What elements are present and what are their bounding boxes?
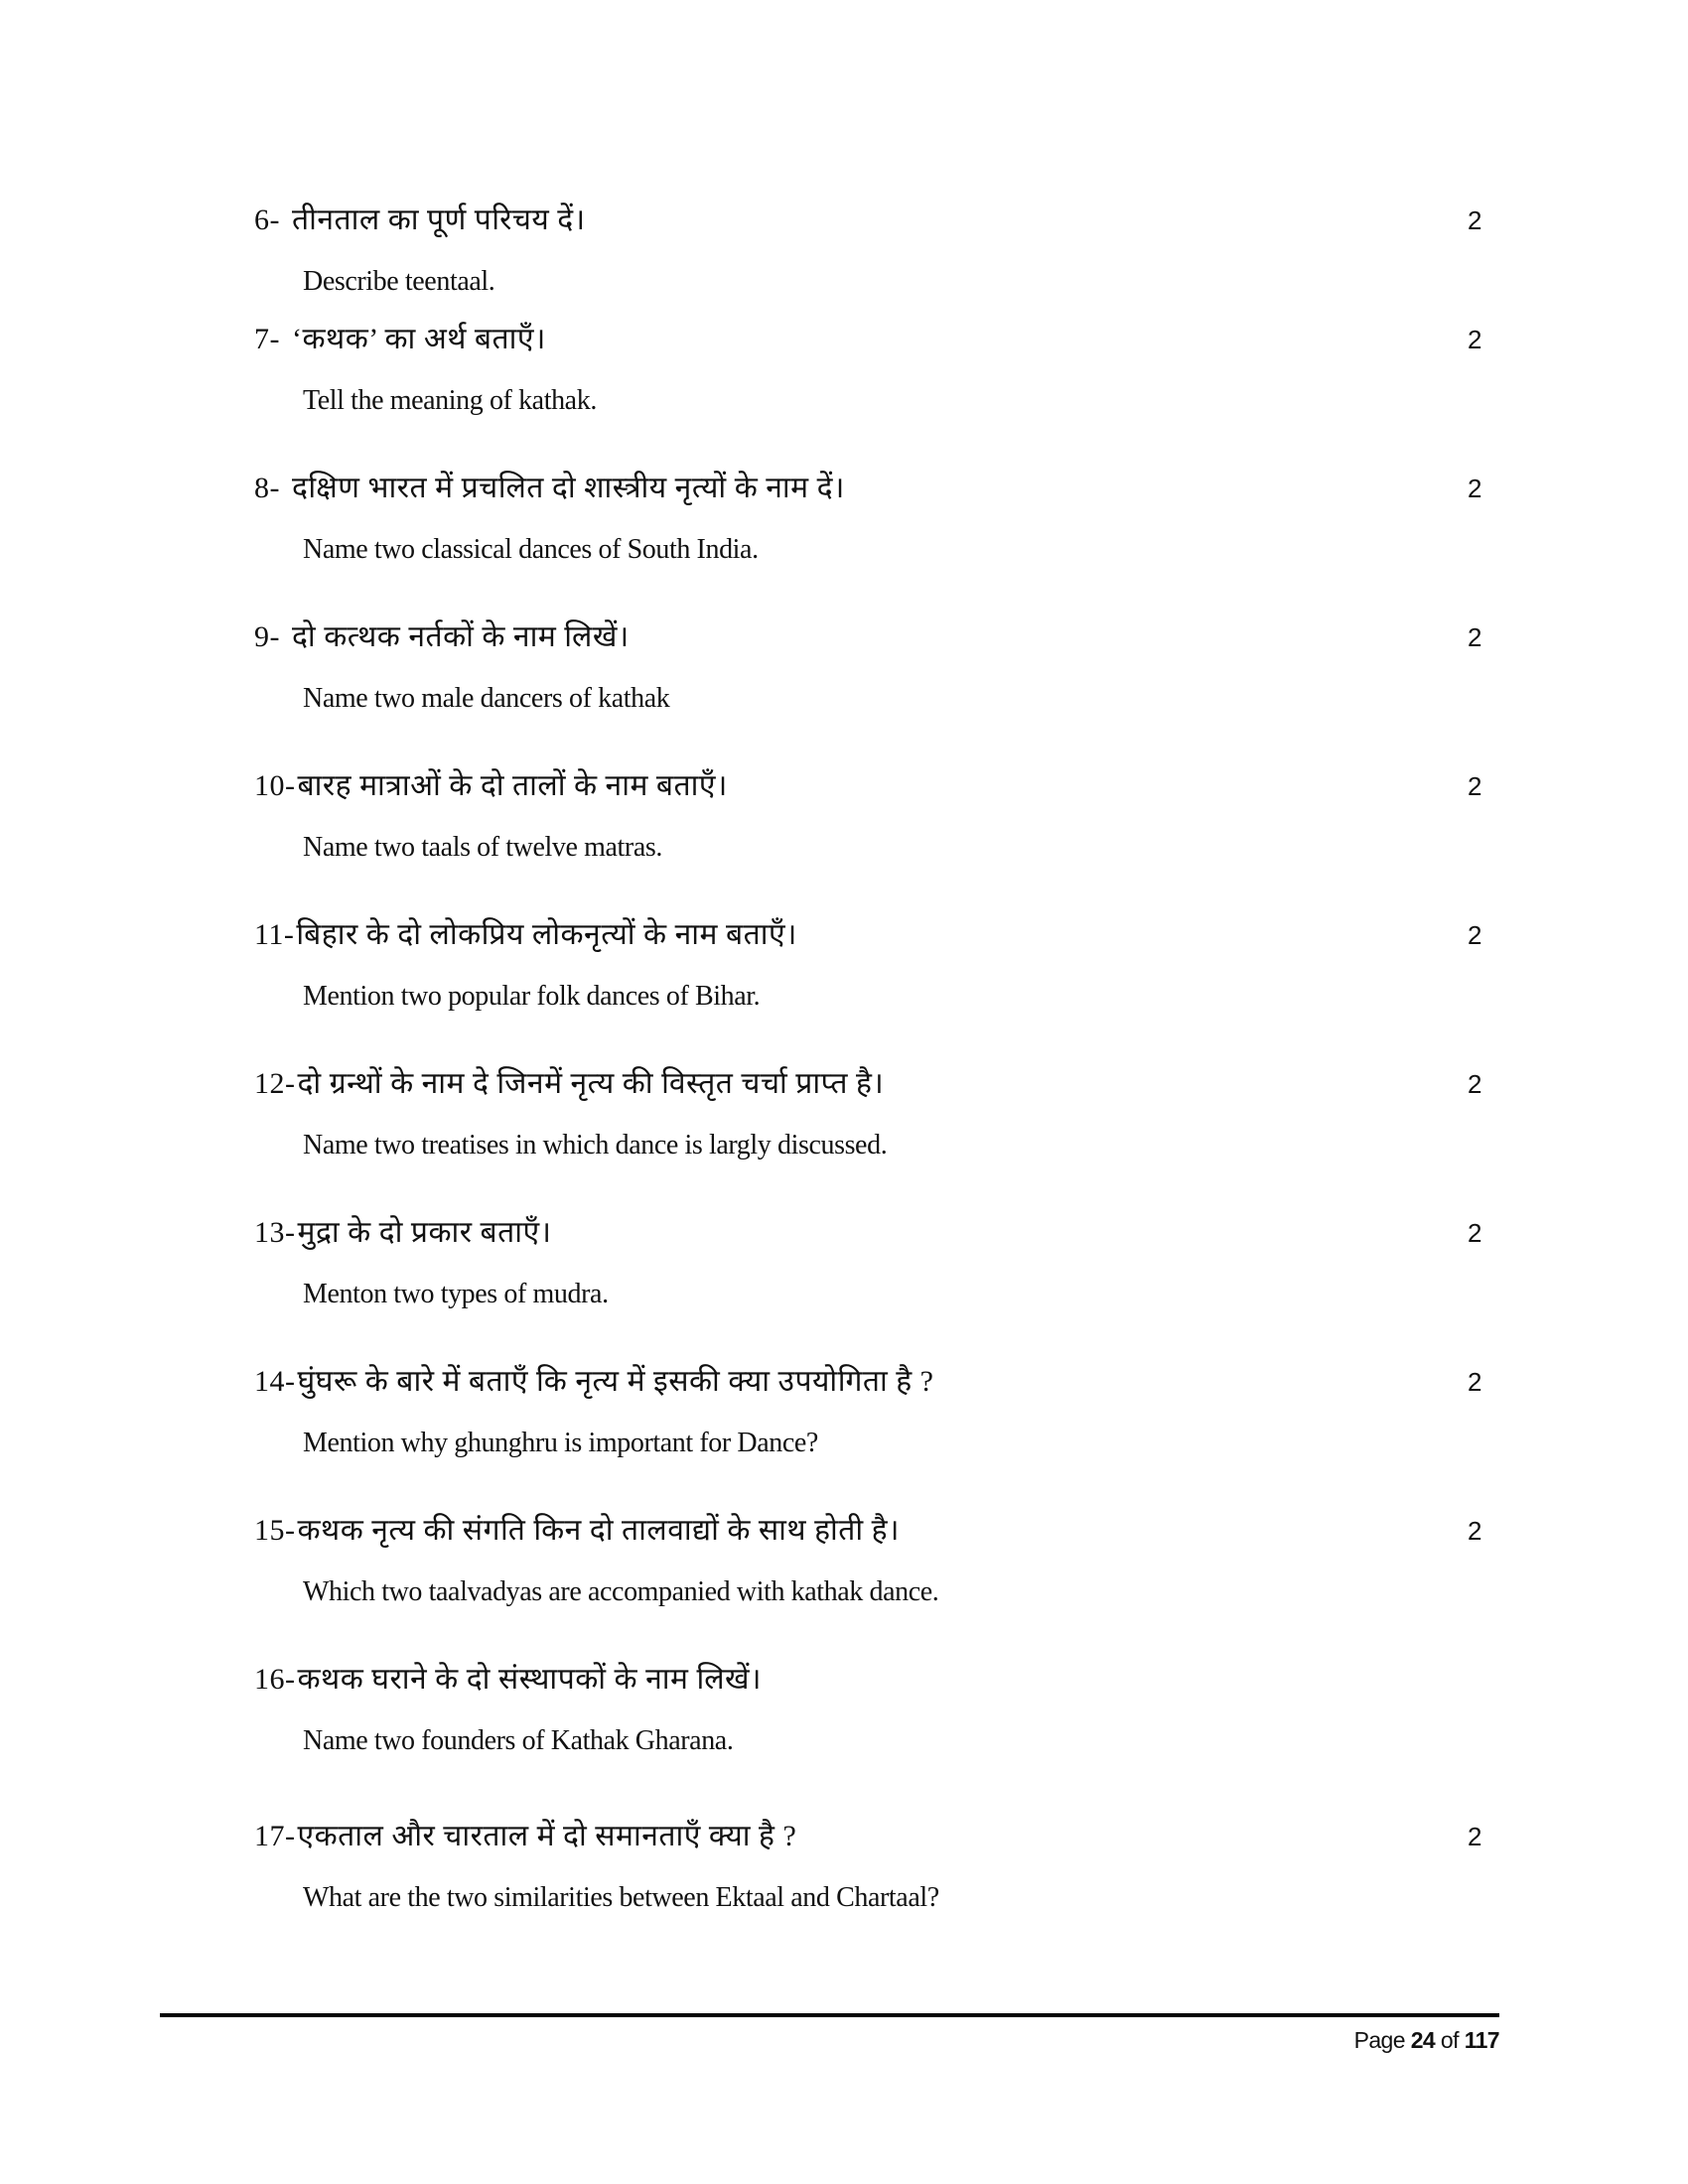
- question-item: [0, 617, 1688, 727]
- question-number: 10-: [254, 769, 296, 802]
- question-number: 12-: [254, 1067, 296, 1100]
- footer-divider: [160, 2013, 1499, 2017]
- question-item: [0, 766, 1688, 876]
- question-hindi: [254, 915, 797, 955]
- question-item: [0, 1511, 1688, 1620]
- question-text-hindi: घुंघरू के बारे में बताएँ कि नृत्य में इसकी क्या उपयोगिता है ?: [297, 1365, 934, 1398]
- question-text-english: Name two treatises in which dance is largly discussed.: [303, 1130, 888, 1160]
- question-text-english: What are the two similarities between Ektaal and Chartaal?: [303, 1882, 939, 1913]
- question-hindi: [254, 1064, 884, 1104]
- question-number: 11-: [254, 918, 295, 951]
- question-number: 13-: [254, 1216, 296, 1249]
- question-item: [0, 1817, 1688, 1926]
- question-text-english: Mention two popular folk dances of Bihar.: [303, 981, 761, 1012]
- question-text-hindi: मुद्रा के दो प्रकार बताएँ।: [297, 1216, 552, 1249]
- question-number: 17-: [254, 1820, 296, 1852]
- question-number: 16-: [254, 1663, 296, 1696]
- question-item: [0, 1213, 1688, 1322]
- question-hindi: [254, 320, 546, 359]
- question-marks: 2: [1468, 325, 1482, 354]
- question-item: [0, 320, 1688, 429]
- question-marks: 2: [1468, 1516, 1482, 1546]
- question-text-hindi: एकताल और चारताल में दो समानताएँ क्या है ?: [297, 1820, 797, 1852]
- question-marks: 2: [1468, 474, 1482, 503]
- question-marks: 2: [1468, 622, 1482, 652]
- question-item: [0, 1064, 1688, 1173]
- question-text-hindi: तीनताल का पूर्ण परिचय दें।: [292, 204, 586, 236]
- question-marks: 2: [1468, 1822, 1482, 1851]
- question-text-english: Name two taals of twelve matras.: [303, 832, 662, 863]
- question-hindi: [254, 1213, 552, 1253]
- question-text-english: Name two classical dances of South India.: [303, 534, 759, 565]
- question-number: 15-: [254, 1514, 296, 1547]
- question-marks: 2: [1468, 1069, 1482, 1099]
- question-hindi: [254, 201, 586, 240]
- question-text-hindi: कथक नृत्य की संगति किन दो तालवाद्यों के साथ होती है।: [297, 1514, 900, 1547]
- question-marks: 2: [1468, 771, 1482, 801]
- question-text-hindi: बिहार के दो लोकप्रिय लोकनृत्यों के नाम बताएँ।: [296, 918, 797, 951]
- total-pages: 117: [1464, 2027, 1499, 2053]
- question-marks: 2: [1468, 1218, 1482, 1248]
- question-number: 6-: [254, 204, 280, 236]
- question-text-english: Describe teentaal.: [303, 266, 495, 297]
- question-item: [0, 201, 1688, 310]
- page-number: [1354, 2025, 1499, 2055]
- question-marks: 2: [1468, 920, 1482, 950]
- question-hindi: [254, 1660, 762, 1700]
- question-text-hindi: दक्षिण भारत में प्रचलित दो शास्त्रीय नृत्यों के नाम दें।: [292, 472, 845, 504]
- current-page: 24: [1410, 2027, 1436, 2053]
- question-item: [0, 915, 1688, 1024]
- question-item: [0, 469, 1688, 578]
- question-text-english: Name two male dancers of kathak: [303, 683, 670, 714]
- question-text-english: Name two founders of Kathak Gharana.: [303, 1725, 734, 1756]
- question-text-english: Which two taalvadyas are accompanied with kathak dance.: [303, 1576, 939, 1607]
- question-text-hindi: दो कत्थक नर्तकों के नाम लिखें।: [292, 620, 630, 653]
- question-number: 9-: [254, 620, 280, 653]
- question-number: 8-: [254, 472, 280, 504]
- question-text-english: Mention why ghunghru is important for Dance?: [303, 1428, 818, 1458]
- question-text-english: Tell the meaning of kathak.: [303, 385, 597, 416]
- of-label: of: [1440, 2027, 1459, 2053]
- question-number: 14-: [254, 1365, 296, 1398]
- question-hindi: [254, 766, 728, 806]
- question-hindi: [254, 469, 845, 508]
- question-item: [0, 1660, 1688, 1769]
- question-text-english: Menton two types of mudra.: [303, 1279, 609, 1309]
- question-text-hindi: कथक घराने के दो संस्थापकों के नाम लिखें।: [297, 1663, 762, 1696]
- question-hindi: [254, 1362, 933, 1402]
- question-hindi: [254, 1511, 900, 1551]
- question-hindi: [254, 617, 630, 657]
- question-text-hindi: दो ग्रन्थों के नाम दे जिनमें नृत्य की विस्तृत चर्चा प्राप्त है।: [297, 1067, 885, 1100]
- page-label: Page: [1353, 2027, 1405, 2053]
- question-hindi: [254, 1817, 796, 1856]
- question-text-hindi: बारह मात्राओं के दो तालों के नाम बताएँ।: [297, 769, 728, 802]
- question-text-hindi: ‘कथक’ का अर्थ बताएँ।: [292, 323, 546, 355]
- question-number: 7-: [254, 323, 280, 355]
- question-marks: 2: [1468, 205, 1482, 235]
- question-item: [0, 1362, 1688, 1471]
- question-marks: 2: [1468, 1367, 1482, 1397]
